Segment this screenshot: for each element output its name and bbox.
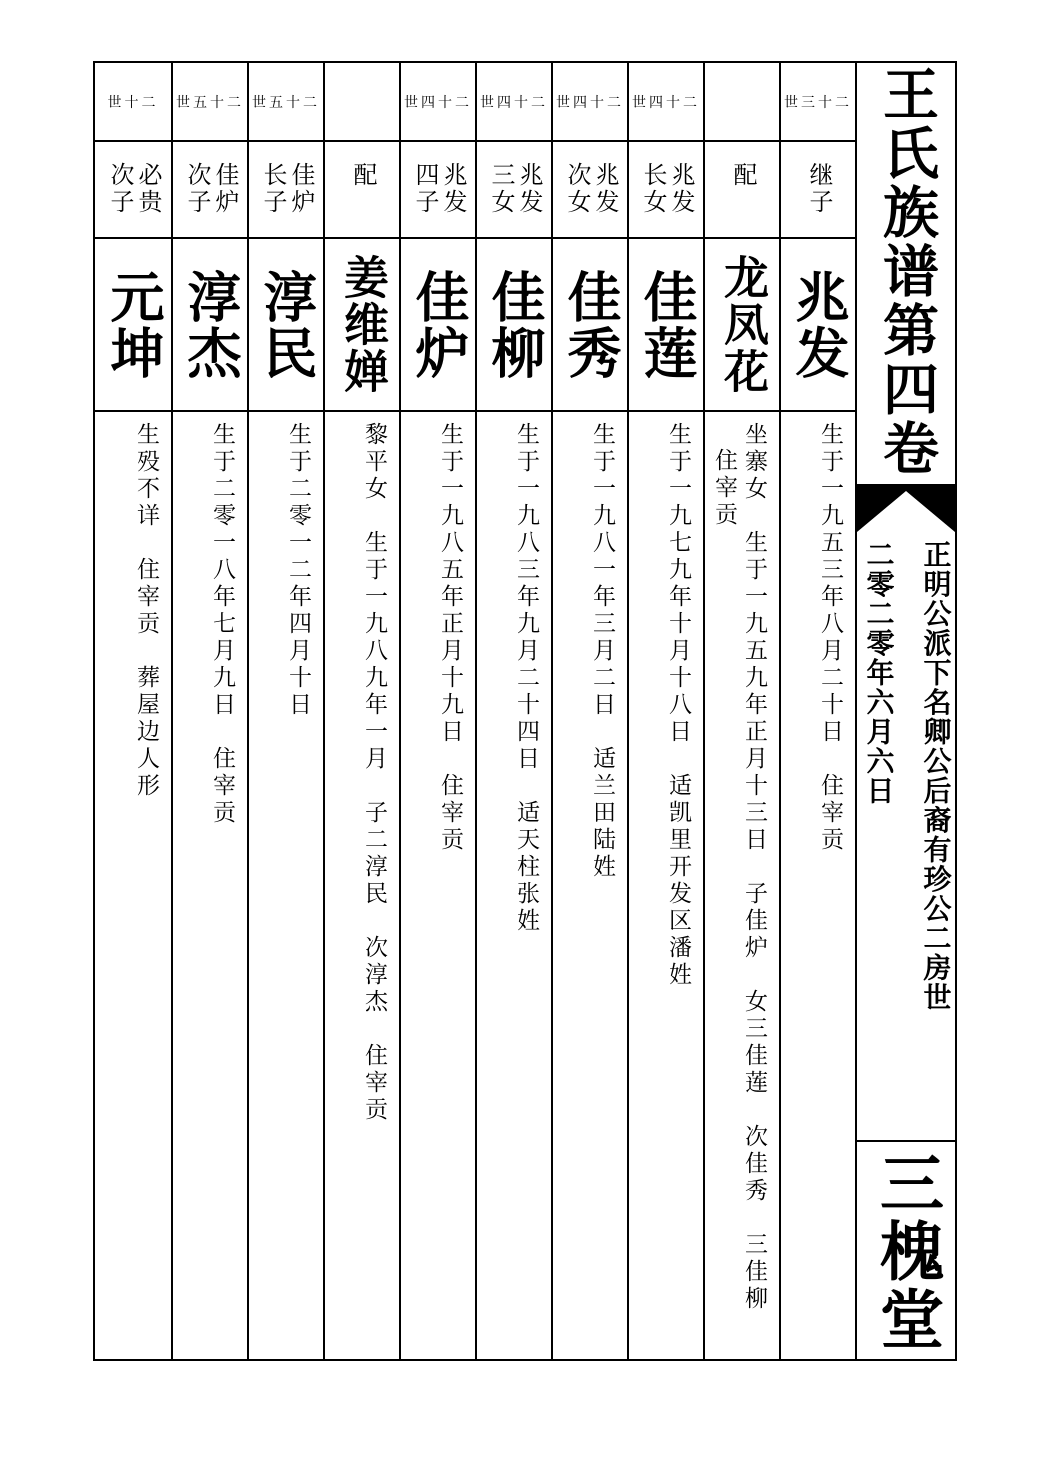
person-name: 佳柳 <box>484 268 544 381</box>
name-cell <box>629 239 703 412</box>
lineage-line: 正明公派下名卿公后裔有珍公二房世 <box>919 540 951 1012</box>
relation-cell <box>781 142 855 239</box>
details-line: 生于一九八三年九月二十四日 适天柱张姓 <box>514 422 539 935</box>
relation-label: 兆发长女 <box>639 161 693 216</box>
relation-label: 兆发次女 <box>563 161 617 216</box>
entry-column <box>323 63 399 1359</box>
name-cell <box>781 239 855 412</box>
relation-label: 配 <box>349 161 375 189</box>
relation-cell <box>705 142 779 239</box>
generation-label <box>325 63 399 142</box>
entry-column <box>399 63 475 1359</box>
life-details <box>173 412 247 1359</box>
name-cell <box>401 239 475 412</box>
generation-label: 世四十二 <box>553 63 627 142</box>
book-title: 王氏族谱第四卷 <box>875 65 937 478</box>
generation-label: 世三十二 <box>781 63 855 142</box>
entry-column <box>703 63 779 1359</box>
entry-column <box>779 63 855 1359</box>
generation-label: 世四十二 <box>629 63 703 142</box>
title-panel <box>855 63 955 1359</box>
life-details <box>477 412 551 1359</box>
relation-cell <box>249 142 323 239</box>
life-details <box>95 412 171 1359</box>
name-cell <box>249 239 323 412</box>
generation-label: 世四十二 <box>401 63 475 142</box>
person-name: 佳秀 <box>560 268 620 381</box>
generation-label: 世五十二 <box>249 63 323 142</box>
relation-cell <box>477 142 551 239</box>
person-name: 佳莲 <box>636 268 696 381</box>
relation-cell <box>629 142 703 239</box>
life-details <box>401 412 475 1359</box>
relation-cell <box>401 142 475 239</box>
generation-label <box>705 63 779 142</box>
generation-label: 世十二 <box>95 63 171 142</box>
relation-cell <box>553 142 627 239</box>
relation-label: 佳炉长子 <box>259 161 313 216</box>
name-cell <box>477 239 551 412</box>
person-name: 姜维婵 <box>337 254 387 395</box>
relation-cell <box>325 142 399 239</box>
entry-column <box>171 63 247 1359</box>
details-line: 生于一九八五年正月十九日 住宰贡 <box>438 422 463 854</box>
name-cell <box>95 239 171 412</box>
relation-cell <box>95 142 171 239</box>
relation-cell <box>173 142 247 239</box>
relation-label: 继子 <box>805 161 831 216</box>
life-details <box>553 412 627 1359</box>
details-line: 生于一九七九年十月十八日 适凯里开发区潘姓 <box>666 422 691 989</box>
relation-label: 兆发四子 <box>411 161 465 216</box>
relation-label: 配 <box>729 161 755 189</box>
details-line: 住宰贡 <box>712 448 737 529</box>
details-line: 生于一九五三年八月二十日 住宰贡 <box>818 422 843 854</box>
entry-column <box>95 63 171 1359</box>
person-name: 元坤 <box>103 268 163 381</box>
entry-column <box>475 63 551 1359</box>
genealogy-page-frame <box>93 61 957 1361</box>
life-details <box>629 412 703 1359</box>
book-title-cell <box>857 63 955 486</box>
person-name: 淳杰 <box>180 268 240 381</box>
name-cell <box>173 239 247 412</box>
entry-column <box>627 63 703 1359</box>
generation-label: 世五十二 <box>173 63 247 142</box>
relation-label: 必贵次子 <box>106 161 160 216</box>
details-line: 坐寨女 生于一九五九年正月十三日 子佳炉 女三佳莲 次佳秀 三佳柳 <box>742 422 767 1313</box>
life-details <box>781 412 855 1359</box>
generation-label: 世四十二 <box>477 63 551 142</box>
name-cell <box>705 239 779 412</box>
lineage-cell <box>857 532 955 1142</box>
fishtail-mark-icon <box>857 486 955 532</box>
hall-name: 三槐堂 <box>871 1150 942 1354</box>
details-line: 生于二零一二年四月十日 <box>286 422 311 719</box>
entry-column <box>247 63 323 1359</box>
details-line: 黎平女 生于一九八九年一月 子二淳民 次淳杰 住宰贡 <box>362 422 387 1124</box>
hall-name-cell <box>857 1142 955 1359</box>
name-cell <box>553 239 627 412</box>
details-line: 生于二零一八年七月九日 住宰贡 <box>210 422 235 827</box>
entry-column <box>551 63 627 1359</box>
person-name: 佳炉 <box>408 268 468 381</box>
relation-label: 佳炉次子 <box>183 161 237 216</box>
person-name: 龙凤花 <box>717 254 767 395</box>
person-name: 淳民 <box>256 268 316 381</box>
life-details <box>705 412 779 1359</box>
life-details <box>325 412 399 1359</box>
life-details <box>249 412 323 1359</box>
compiled-date: 二零二零年六月六日 <box>862 540 894 806</box>
name-cell <box>325 239 399 412</box>
details-line: 生于一九八一年三月二日 适兰田陆姓 <box>590 422 615 881</box>
person-name: 兆发 <box>788 268 848 381</box>
genealogy-table <box>95 63 855 1359</box>
details-line: 生殁不详 住宰贡 葬屋边人形 <box>134 422 159 800</box>
relation-label: 兆发三女 <box>487 161 541 216</box>
